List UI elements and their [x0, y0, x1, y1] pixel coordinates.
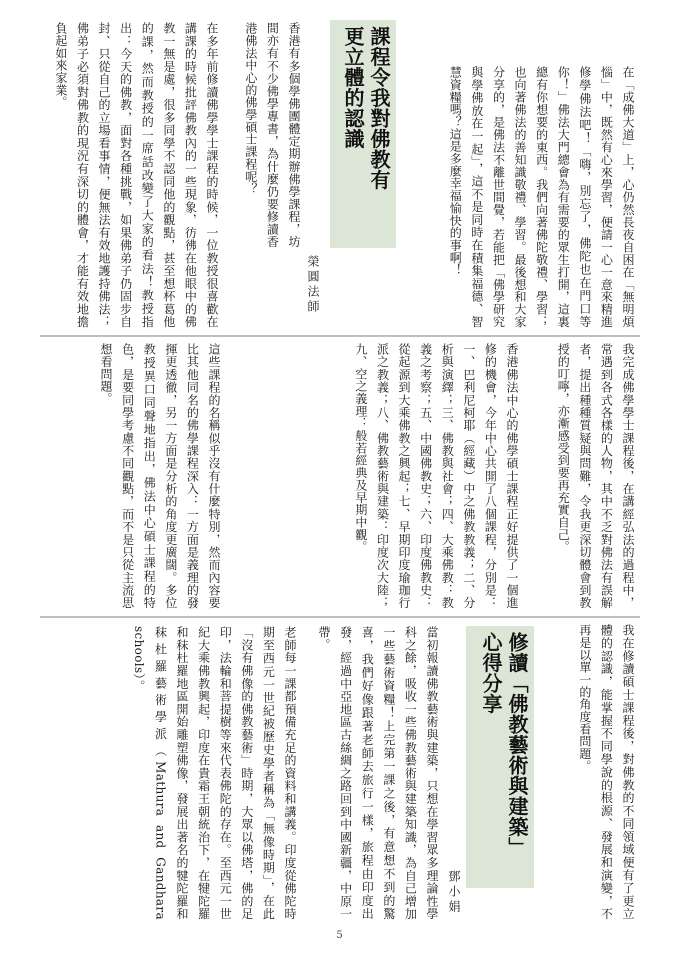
article2-paragraph-2: 老師每一課都預備充足的資料和講義。印度從佛陀時期至西元一世紀被歷史學者稱為「無像時期」，在此「沒有佛像的佛教藝術」時期，大眾以佛塔，佛的足印，法輪和菩提樹等來代表佛陀的存在。至西元一世紀大乘佛教興起，印度在貴霜王朝統治下，在犍陀羅和秣杜羅地區開始雕塑佛像，發展出著名的犍陀羅和秣杜羅藝術學派（Mathura and Gandhara schools）。 — [131, 626, 297, 920]
previous-article-continuation: 在「成佛大道」上，心仍然長夜自困在「無明煩惱」中，既然有心來學習，便請一心一意來精進修學佛法吧！「嗨，別忘了，佛陀也在門口等你！」佛法大門總會為有需要的眾生打開，這裏總有你想要的東西。我們向著佛陀敬禮、學習；也向著佛法的善知識敬禮、學習。最後想和大家分享的，是佛法不離世間覺，若能把「佛學研究與學佛放在一起」，這不是同時在積集福德、智慧資糧嗎？這是多麼幸福愉快的事啊！ — [448, 66, 635, 328]
article1-author: 榮圓法師 — [306, 255, 320, 315]
article1-paragraph-1-part: 在多年前修讀佛學學士課程的時候，一位教授很喜歡在講課的時候批評佛教內的一些現象，彷彿在他眼中的佛教一無是處，很多同學不認同他的觀點，甚至想杯葛他的課，然而教授的一席話改變了大家的看法！教授指出：今天的佛教，面對各種挑戰，如果佛弟子仍固步自封、只從自己的立場看事情，便無法有效地護持佛法；佛弟子必須對佛教的現況有深切的體會，才能有效地擔負起如來家業。 — [53, 22, 219, 328]
article1-intro: 香港有多個學佛團體定期辦佛學課程，坊間亦有不少佛學專書，為什麼仍要修讀香港佛法中心的佛學碩士課程呢？ — [243, 22, 301, 248]
article2-author: 鄧小娟 — [447, 870, 461, 915]
article2-title-box — [466, 626, 534, 888]
article1-paragraph-2: 我完成佛學學士課程後，在講經弘法的過程中，常遇到各式各樣的人物，其中不乏對佛法有誤解者，提出種種質疑與問難，令我更深切體會到教授的叮嚀，亦漸感受到要再充實自己。 — [556, 343, 635, 609]
article1-paragraph-3: 香港佛法中心的佛學碩士課程正好提供了一個進修的機會，今年中心共開了八個課程，分別是：一、巴利尼柯耶（經藏）中之佛教教義；二、分析與演繹；三、佛教與社會；四、大乘佛教：教義之考察；五、中國佛教史；六、印度佛教史：從起源到大乘佛教之興起；七、早期印度瑜珈行派之教義；八、佛教藝術與建築：印度次大陸；九、空之義理：般若經典及早期中觀。 — [353, 343, 519, 609]
article2-title-line-2: 心得分享 — [479, 632, 503, 714]
page-number: 5 — [336, 930, 343, 941]
article2-paragraph-1: 當初報讀佛教藝術與建築，只想在學習眾多理論性學科之餘，吸收一些佛教藝術與建築知識，為自己增加一些藝術資糧！上完第一課之後，有意想不到的驚喜，我們好像跟著老師去旅行一樣，旅程由印度出發，經過中亞地區古絲綢之路回到中國新疆，中原一帶。 — [317, 626, 439, 920]
article1-paragraph-5: 我在修讀碩士課程後，對佛教的不同領域便有了更立體的認識，能掌握不同學說的根源、發展和演變，不再是以單一的角度看問題。 — [577, 624, 635, 920]
article2-title-line-1: 修讀「佛教藝術與建築」 — [505, 632, 529, 858]
article1-title-line-1: 課程令我對佛教有 — [367, 26, 391, 190]
article1-paragraph-4: 這些課程的名稱似乎沒有什麼特別，然而內容要比其他同名的佛學課程深入：一方面是義理的發揮更透徹，另一方面是分析的角度更廣闊。多位教授異口同聲地指出，佛法中心碩士課程的特色，是要同學考慮不同觀點，而不是只從主流思想看問題。 — [99, 343, 221, 609]
article1-title-line-2: 更立體的認識 — [341, 26, 365, 149]
